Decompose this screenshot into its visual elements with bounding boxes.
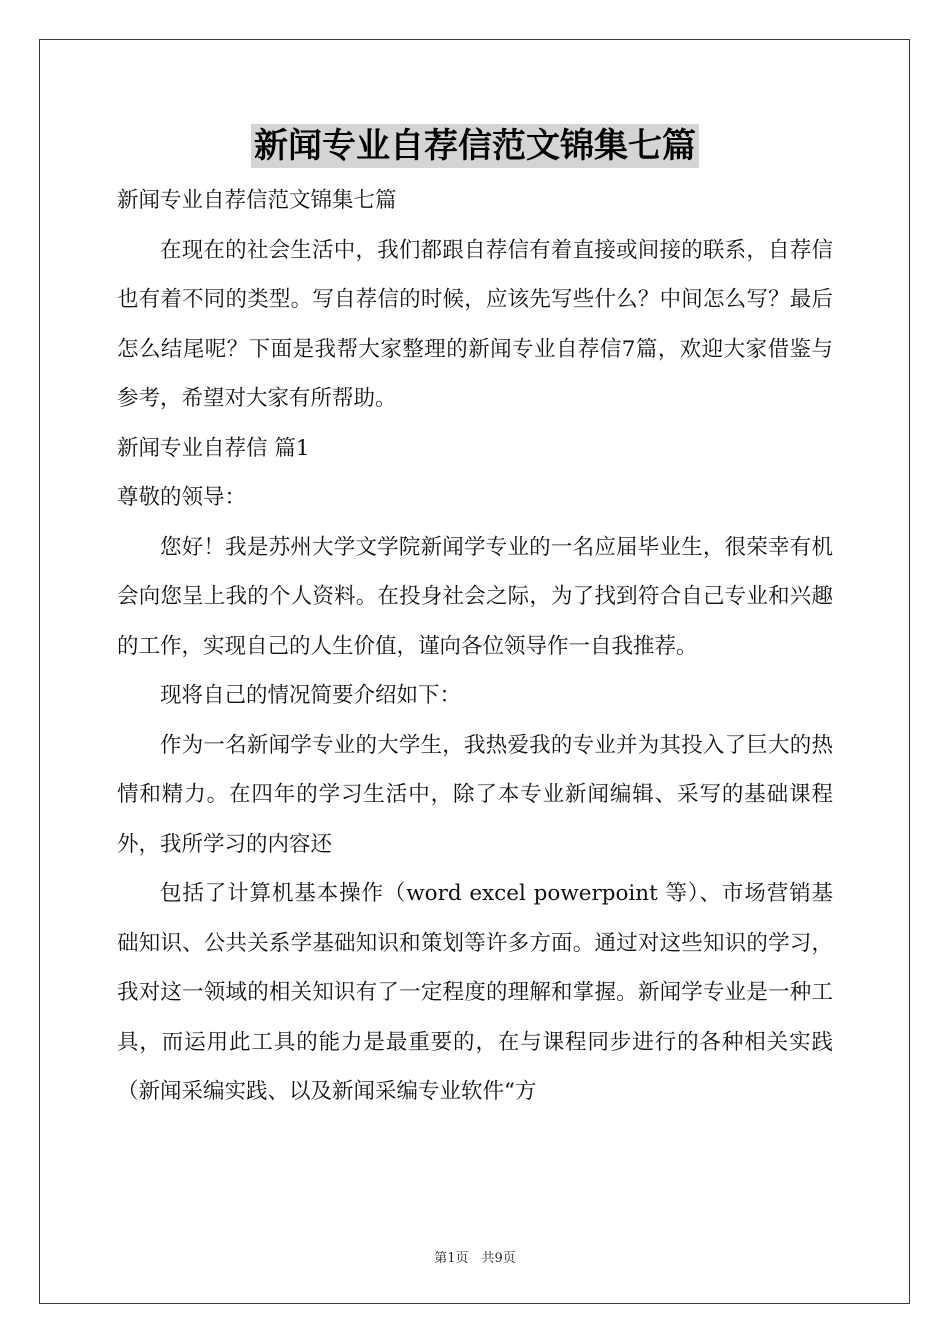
paragraph-study[interactable]: 作为一名新闻学专业的大学生，我热爱我的专业并为其投入了巨大的热情和精力。在四年的学习生活中，除了本专业新闻编辑、采写的基础课程外，我所学习的内容还 <box>117 732 833 857</box>
document-title[interactable]: 新闻专业自荐信范文锦集七篇 <box>251 124 699 168</box>
paragraph-subtitle[interactable]: 新闻专业自荐信范文锦集七篇 <box>117 188 397 213</box>
title-container <box>0 124 950 168</box>
document-body <box>117 176 833 1117</box>
paragraph-greeting[interactable]: 您好！我是苏州大学文学院新闻学专业的一名应届毕业生，很荣幸有机会向您呈上我的个人资料。在投身社会之际，为了找到符合自己专业和兴趣的工作，实现自己的人生价值，谨向各位领导作一自我推荐。 <box>117 534 833 659</box>
paragraph-intro[interactable]: 在现在的社会生活中，我们都跟自荐信有着直接或间接的联系，自荐信也有着不同的类型。写自荐信的时候，应该先写些什么？中间怎么写？最后怎么结尾呢？下面是我帮大家整理的新闻专业自荐信7篇，欢迎大家借鉴与参考，希望对大家有所帮助。 <box>117 237 833 411</box>
paragraph-skills[interactable]: 包括了计算机基本操作（word excel powerpoint 等）、市场营销基础知识、公共关系学基础知识和策划等许多方面。通过对这些知识的学习，我对这一领域的相关知识有了一定程度的理解和掌握。新闻学专业是一种工具，而运用此工具的能力是最重要的，在与课程同步进行的各种相关实践（新闻采编实践、以及新闻采编专业软件“方 <box>117 881 833 1104</box>
page-footer <box>0 1247 950 1266</box>
salutation[interactable]: 尊敬的领导： <box>117 485 247 510</box>
paragraph-intro-lead[interactable]: 现将自己的情况简要介绍如下： <box>160 683 462 708</box>
page-number: 第1页 共9页 <box>434 1251 516 1266</box>
section-heading[interactable]: 新闻专业自荐信 篇1 <box>117 435 310 461</box>
